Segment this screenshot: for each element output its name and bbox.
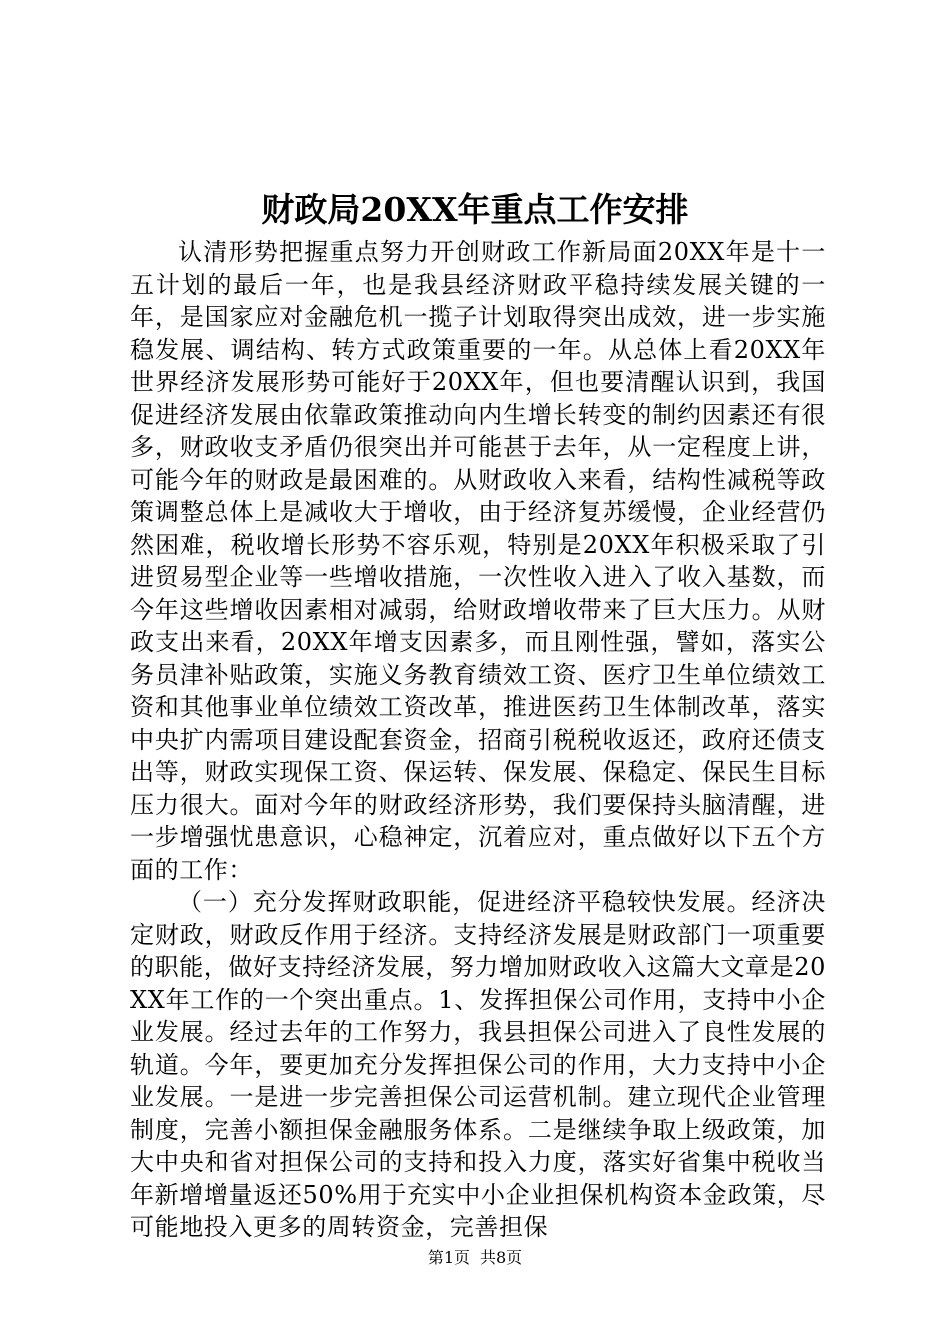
body-paragraph-2: （一）充分发挥财政职能，促进经济平稳较快发展。经济决定财政，财政反作用于经济。支持经济发展是财政部门一项重要的职能，做好支持经济发展，努力增加财政收入这篇大文章是20XX年工作的一个突出重点。1、发挥担保公司作用，支持中小企业发展。经过去年的工作努力，我县担保公司进入了良性发展的轨道。今年，要更加充分发挥担保公司的作用，大力支持中小企业发展。一是进一步完善担保公司运营机制。建立现代企业管理制度，完善小额担保金融服务体系。二是继续争取上级政策，加大中央和省对担保公司的支持和投入力度，落实好省集中税收当年新增增量返还50%用于充实中小企业担保机构资本金政策，尽可能地投入更多的周转资金，完善担保: [130, 888, 826, 1241]
document-body: [130, 236, 826, 1244]
page-total: 共8页: [480, 1248, 523, 1267]
page-footer: [0, 1247, 950, 1269]
page-number: 第1页: [427, 1248, 470, 1267]
document-title: 财政局20XX年重点工作安排: [261, 190, 689, 229]
body-paragraph-1: 认清形势把握重点努力开创财政工作新局面20XX年是十一五计划的最后一年，也是我县经济财政平稳持续发展关键的一年，是国家应对金融危机一揽子计划取得突出成效，进一步实施稳发展、调结构、转方式政策重要的一年。从总体上看20XX年世界经济发展形势可能好于20XX年，但也要清醒认识到，我国促进经济发展由依靠政策推动向内生增长转变的制约因素还有很多，财政收支矛盾仍很突出并可能甚于去年，从一定程度上讲，可能今年的财政是最困难的。从财政收入来看，结构性减税等政策调整总体上是减收大于增收，由于经济复苏缓慢，企业经营仍然困难，税收增长形势不容乐观，特别是20XX年积极采取了引进贸易型企业等一些增收措施，一次性收入进入了收入基数，而今年这些增收因素相对减弱，给财政增收带来了巨大压力。从财政支出来看，20XX年增支因素多，而且刚性强，譬如，落实公务员津补贴政策，实施义务教育绩效工资、医疗卫生单位绩效工资和其他事业单位绩效工资改革，推进医药卫生体制改革，落实中央扩内需项目建设配套资金，招商引税税收返还，政府还债支出等，财政实现保工资、保运转、保发展、保稳定、保民生目标压力很大。面对今年的财政经济形势，我们要保持头脑清醒，进一步增强忧患意识，心稳神定，沉着应对，重点做好以下五个方面的工作：: [130, 238, 826, 884]
